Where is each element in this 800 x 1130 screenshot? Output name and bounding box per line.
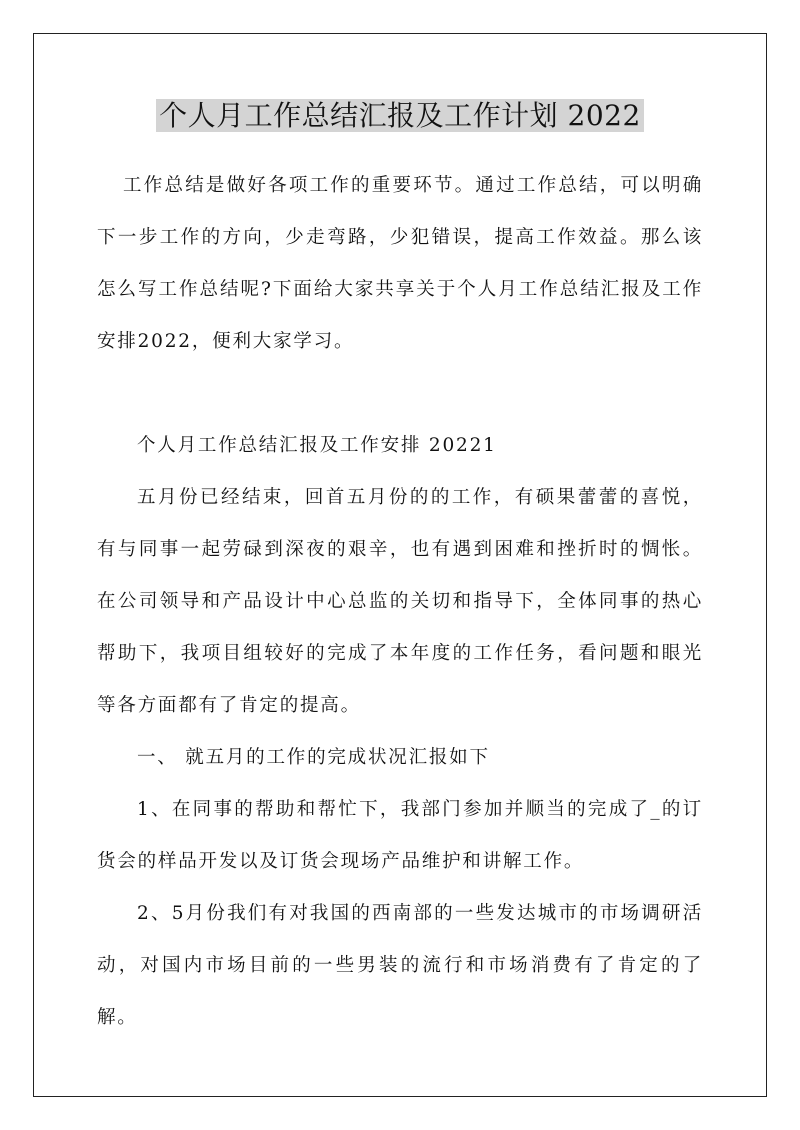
list-item-1: 1、在同事的帮助和帮忙下，我部门参加并顺当的完成了_的订货会的样品开发以及订货会现场产品维护和讲解工作。: [97, 799, 703, 872]
subtitle-paragraph: 个人月工作总结汇报及工作安排 20221: [137, 435, 497, 456]
intro-paragraph: 工作总结是做好各项工作的重要环节。通过工作总结，可以明确下一步工作的方向，少走弯路，少犯错误，提高工作效益。那么该怎么写工作总结呢?下面给大家共享关于个人月工作总结汇报及工作安排2022，便利大家学习。: [97, 175, 703, 352]
list-item-2: 2、5月份我们有对我国的西南部的一些发达城市的市场调研活动，对国内市场目前的一些男装的流行和市场消费有了肯定的了解。: [97, 903, 703, 1028]
document-title-text: 个人月工作总结汇报及工作计划 2022: [156, 99, 644, 132]
section-heading: 一、 就五月的工作的完成状况汇报如下: [137, 747, 490, 768]
document-title: [0, 96, 800, 136]
body-paragraph: 五月份已经结束，回首五月份的的工作，有硕果蕾蕾的喜悦，有与同事一起劳碌到深夜的艰辛，也有遇到困难和挫折时的惆怅。在公司领导和产品设计中心总监的关切和指导下，全体同事的热心帮助下，我项目组较好的完成了本年度的工作任务，看问题和眼光等各方面都有了肯定的提高。: [97, 487, 703, 716]
